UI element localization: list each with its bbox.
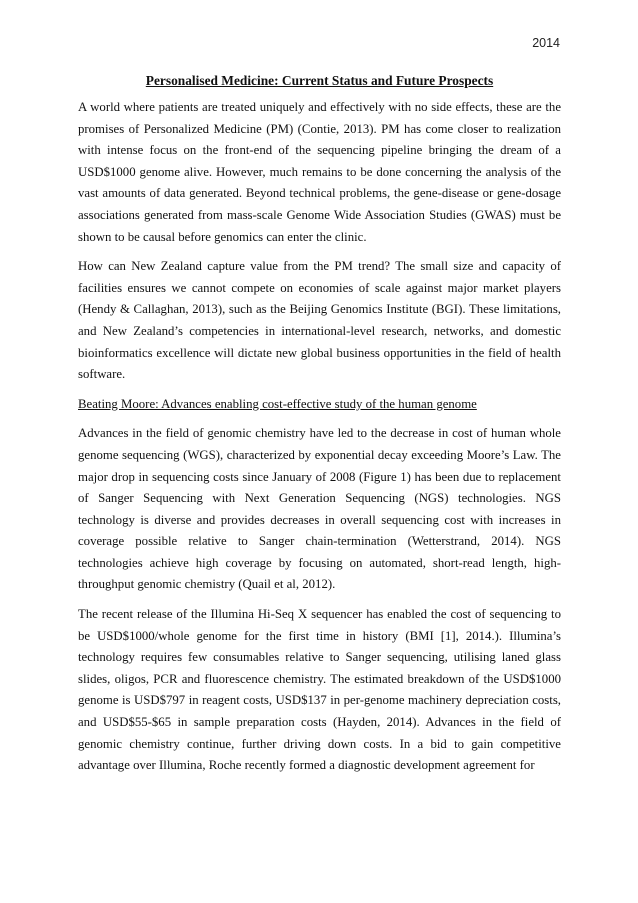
paragraph-section-1: Advances in the field of genomic chemistry have led to the decrease in cost of human whole genome sequencing (WGS), characterized by exponential decay exceeding Moore’s Law. The major drop in sequencing costs since January of 2008 (Figure 1) has been due to replacement of Sanger Sequencing with Next Generation Sequencing (NGS) technologies. NGS technology is diverse and provides decreases in overall sequencing cost with increases in coverage possible relative to Sanger chain-termination (Wetterstrand, 2014). NGS technologies achieve high coverage by focusing on automated, short-read length, high-throughput genomic chemistry (Quail et al, 2012). (78, 426, 561, 592)
paragraph-intro-2: How can New Zealand capture value from the PM trend? The small size and capacity of facilities ensures we cannot compete on economies of scale against major market players (Hendy & Callaghan, 2013), such as the Beijing Genomics Institute (BGI). These limitations, and New Zealand’s competencies in international-level research, networks, and domestic bioinformatics excellence will dictate new global business opportunities in the field of health software. (78, 259, 561, 382)
paragraph-section-2: The recent release of the Illumina Hi-Seq X sequencer has enabled the cost of sequencing to be USD$1000/whole genome for the first time in history (BMI [1], 2014.). Illumina’s technology requires few consumables relative to Sanger sequencing, utilising laned glass slides, oligos, PCR and fluorescence chemistry. The estimated breakdown of the USD$1000 genome is USD$797 in reagent costs, USD$137 in per-genome machinery depreciation costs, and USD$55-$65 in sample preparation costs (Hayden, 2014). Advances in the field of genomic chemistry continue, further driving down costs. In a bid to gain competitive advantage over Illumina, Roche recently formed a diagnostic development agreement for (78, 607, 561, 773)
paragraph-intro-1: A world where patients are treated uniquely and effectively with no side effects, these are the promises of Personalized Medicine (PM) (Contie, 2013). PM has come closer to realization with intense focus on the front-end of the sequencing pipeline bringing the dream of a USD$1000 genome alive. However, much remains to be done concerning the analysis of the vast amounts of data generated. Beyond technical problems, the gene-disease or gene-dosage associations generated from mass-scale Genome Wide Association Studies (GWAS) must be shown to be causal before genomics can enter the clinic. (78, 100, 561, 244)
section-heading: Beating Moore: Advances enabling cost-effective study of the human genome (78, 396, 477, 411)
document-body (78, 72, 561, 785)
document-title: Personalised Medicine: Current Status and Future Prospects (145, 73, 494, 88)
header-year: 2014 (532, 36, 560, 50)
